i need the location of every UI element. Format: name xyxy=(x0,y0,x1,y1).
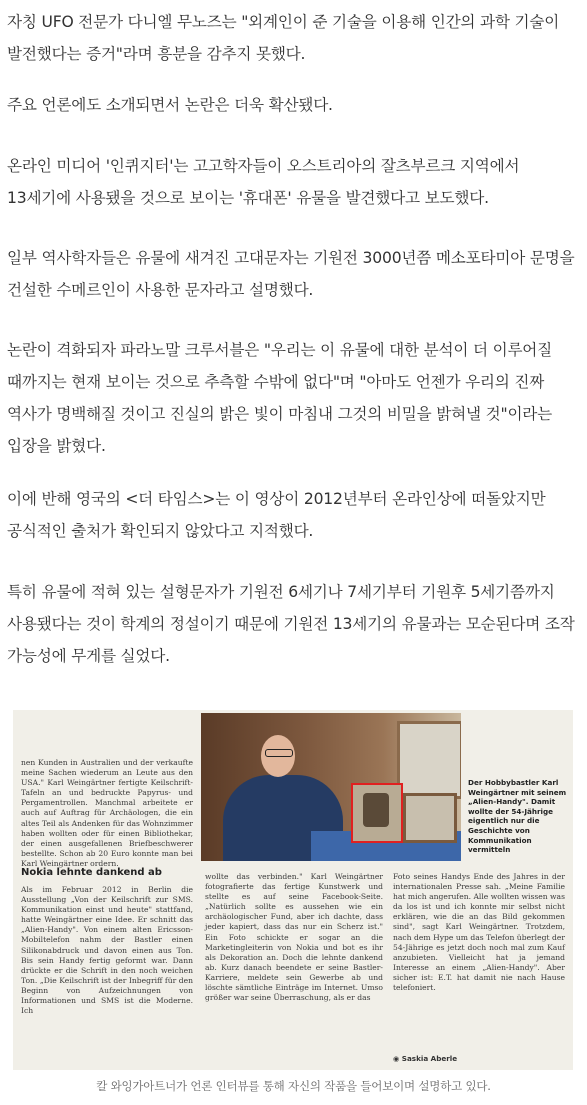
paragraph-1: 자칭 UFO 전문가 다니엘 무노즈는 "외계인이 준 기술을 이용해 인간의 과학 기술이 발전했다는 증거"라며 흥분을 감추지 못했다. xyxy=(7,13,560,63)
paragraph-3: 온라인 미디어 '인퀴지터'는 고고학자들이 오스트리아의 잘츠부르크 지역에서 13세기에 사용됐을 것으로 보이는 '휴대폰' 유물을 발견했다고 보도했다. xyxy=(7,157,520,207)
paragraph-5: 논란이 격화되자 파라노말 크루서블은 "우리는 이 유물에 대한 분석이 더 이루어질 때까지는 현재 보이는 것으로 추측할 수밖에 없다"며 "아마도 언젠가 우리의 진짜 역사가 명백해질 것이고 진실의 밝은 빛이 마침내 그것의 비밀을 밝혀낼 것"이라는 입장을 밝혔다. xyxy=(7,341,553,455)
artifact-shape xyxy=(363,793,389,827)
photo-credit xyxy=(393,1054,565,1063)
paragraph-4: 일부 역사학자들은 유물에 새겨진 고대문자는 기원전 3000년쯤 메소포타미아 문명을 건설한 수메르인이 사용한 문자라고 설명했다. xyxy=(7,249,575,299)
glasses-shape xyxy=(265,749,293,757)
paragraph-7: 특히 유물에 적혀 있는 설형문자가 기원전 6세기나 7세기부터 기원후 5세기쯤까지 사용됐다는 것이 학계의 정설이기 때문에 기원전 13세기의 유물과는 모순된다며 조작 가능성에 무게를 실었다. xyxy=(7,583,575,665)
newspaper-clipping-image xyxy=(13,710,573,1070)
paragraph-2: 주요 언론에도 소개되면서 논란은 더욱 확산됐다. xyxy=(7,96,333,114)
clipping-column-1-top: nen Kunden in Australien und der verkaufte meine Sachen wiederum an Leute aus den USA." Karl Weingärtner fertigte Keilschrift-Tafeln an und bedruckte Papyrus- und Pergamentrollen. Manchmal arbeitete er auch auf Auftrag für Archäologen, die ein altes Teil als Andenken für das Wohnzimmer haben wollten oder für einen Bibliothekar, der einen ausgefallenen Briefbeschwerer bestellte. Schon ab 20 Euro konnte man bei Karl Weingärtner ordern. xyxy=(21,758,193,868)
image-caption: 칼 와잉가아트너가 언론 인터뷰를 통해 자신의 작품을 들어보이며 설명하고 있다. xyxy=(96,1079,491,1093)
clipping-headline: Nokia lehnte dankend ab xyxy=(21,867,162,878)
photo-caption: Der Hobbybastler Karl Weingärtner mit seinem „Alien-Handy". Damit wollte der 54-Jährige eigentlich nur die Geschichte von Kommunikation vermitteln xyxy=(468,778,567,855)
clipping-column-2: wollte das verbinden." Karl Weingärtner fotografierte das fertige Kunstwerk und stellte es auf seine Facebook-Seite. „Natürlich sollte es aussehen wie ein archäologischer Fund, aber ich dachte, dass jeder kapiert, dass das nur ein Scherz ist." Ein Foto schickte er sogar an die Marketingleiterin von Nokia und bot es ihr als Dekoration an. Doch die lehnte dankend ab. Kurz danach beendete er seine Bastler-Karriere, meldete sein Gewerbe ab und löschte sämtliche Einträge im Internet. Umso größer war seine Überraschung, als er das xyxy=(205,872,383,1003)
clipping-column-1-bottom: Als im Februar 2012 in Berlin die Ausstellung „Von der Keilschrift zur SMS. Kommunikation einst und heute" stattfand, hatte Weingärtner eine Idee. Er schnitt das „Alien-Handy". Von einem alten Ericsson-Mobiltelefon nahm der Bastler einen Silikonabdruck und davon einen aus Ton. Bis sein Handy fertig geformt war. Dann drückte er die Schrift in den noch weichen Ton. „Die Keilschrift ist der Inbegriff für den Beginn von Aufzeichnungen von Informationen und SMS ist die Moderne. Ich xyxy=(21,885,193,1016)
window-shape xyxy=(397,721,461,799)
camera-icon: ◉ xyxy=(393,1054,402,1063)
paragraph-6: 이에 반해 영국의 <더 타임스>는 이 영상이 2012년부터 온라인상에 떠돌았지만 공식적인 출처가 확인되지 않았다고 지적했다. xyxy=(7,490,546,540)
photo-credit-name: Saskia Aberle xyxy=(401,1054,458,1063)
picture-frame-shape xyxy=(403,793,457,843)
clipping-photo xyxy=(201,713,461,861)
clipping-column-3: Foto seines Handys Ende des Jahres in der internationalen Presse sah. „Meine Familie hat mich angerufen. Alle wollten wissen was da los ist und ich konnte mir selbst nicht erklären, wie die an das Bild gekommen sind", sagt Karl Weingärtner. Trotzdem, nach dem Hype um das Telefon überlegt der 54-Jährige es jetzt doch noch mal zum Kauf anzubieten. Vielleicht hat ja jemand Interesse an einem „Alien-Handy". Aber sicher ist: E.T. hat damit nie nach Hause telefoniert. xyxy=(393,872,565,993)
